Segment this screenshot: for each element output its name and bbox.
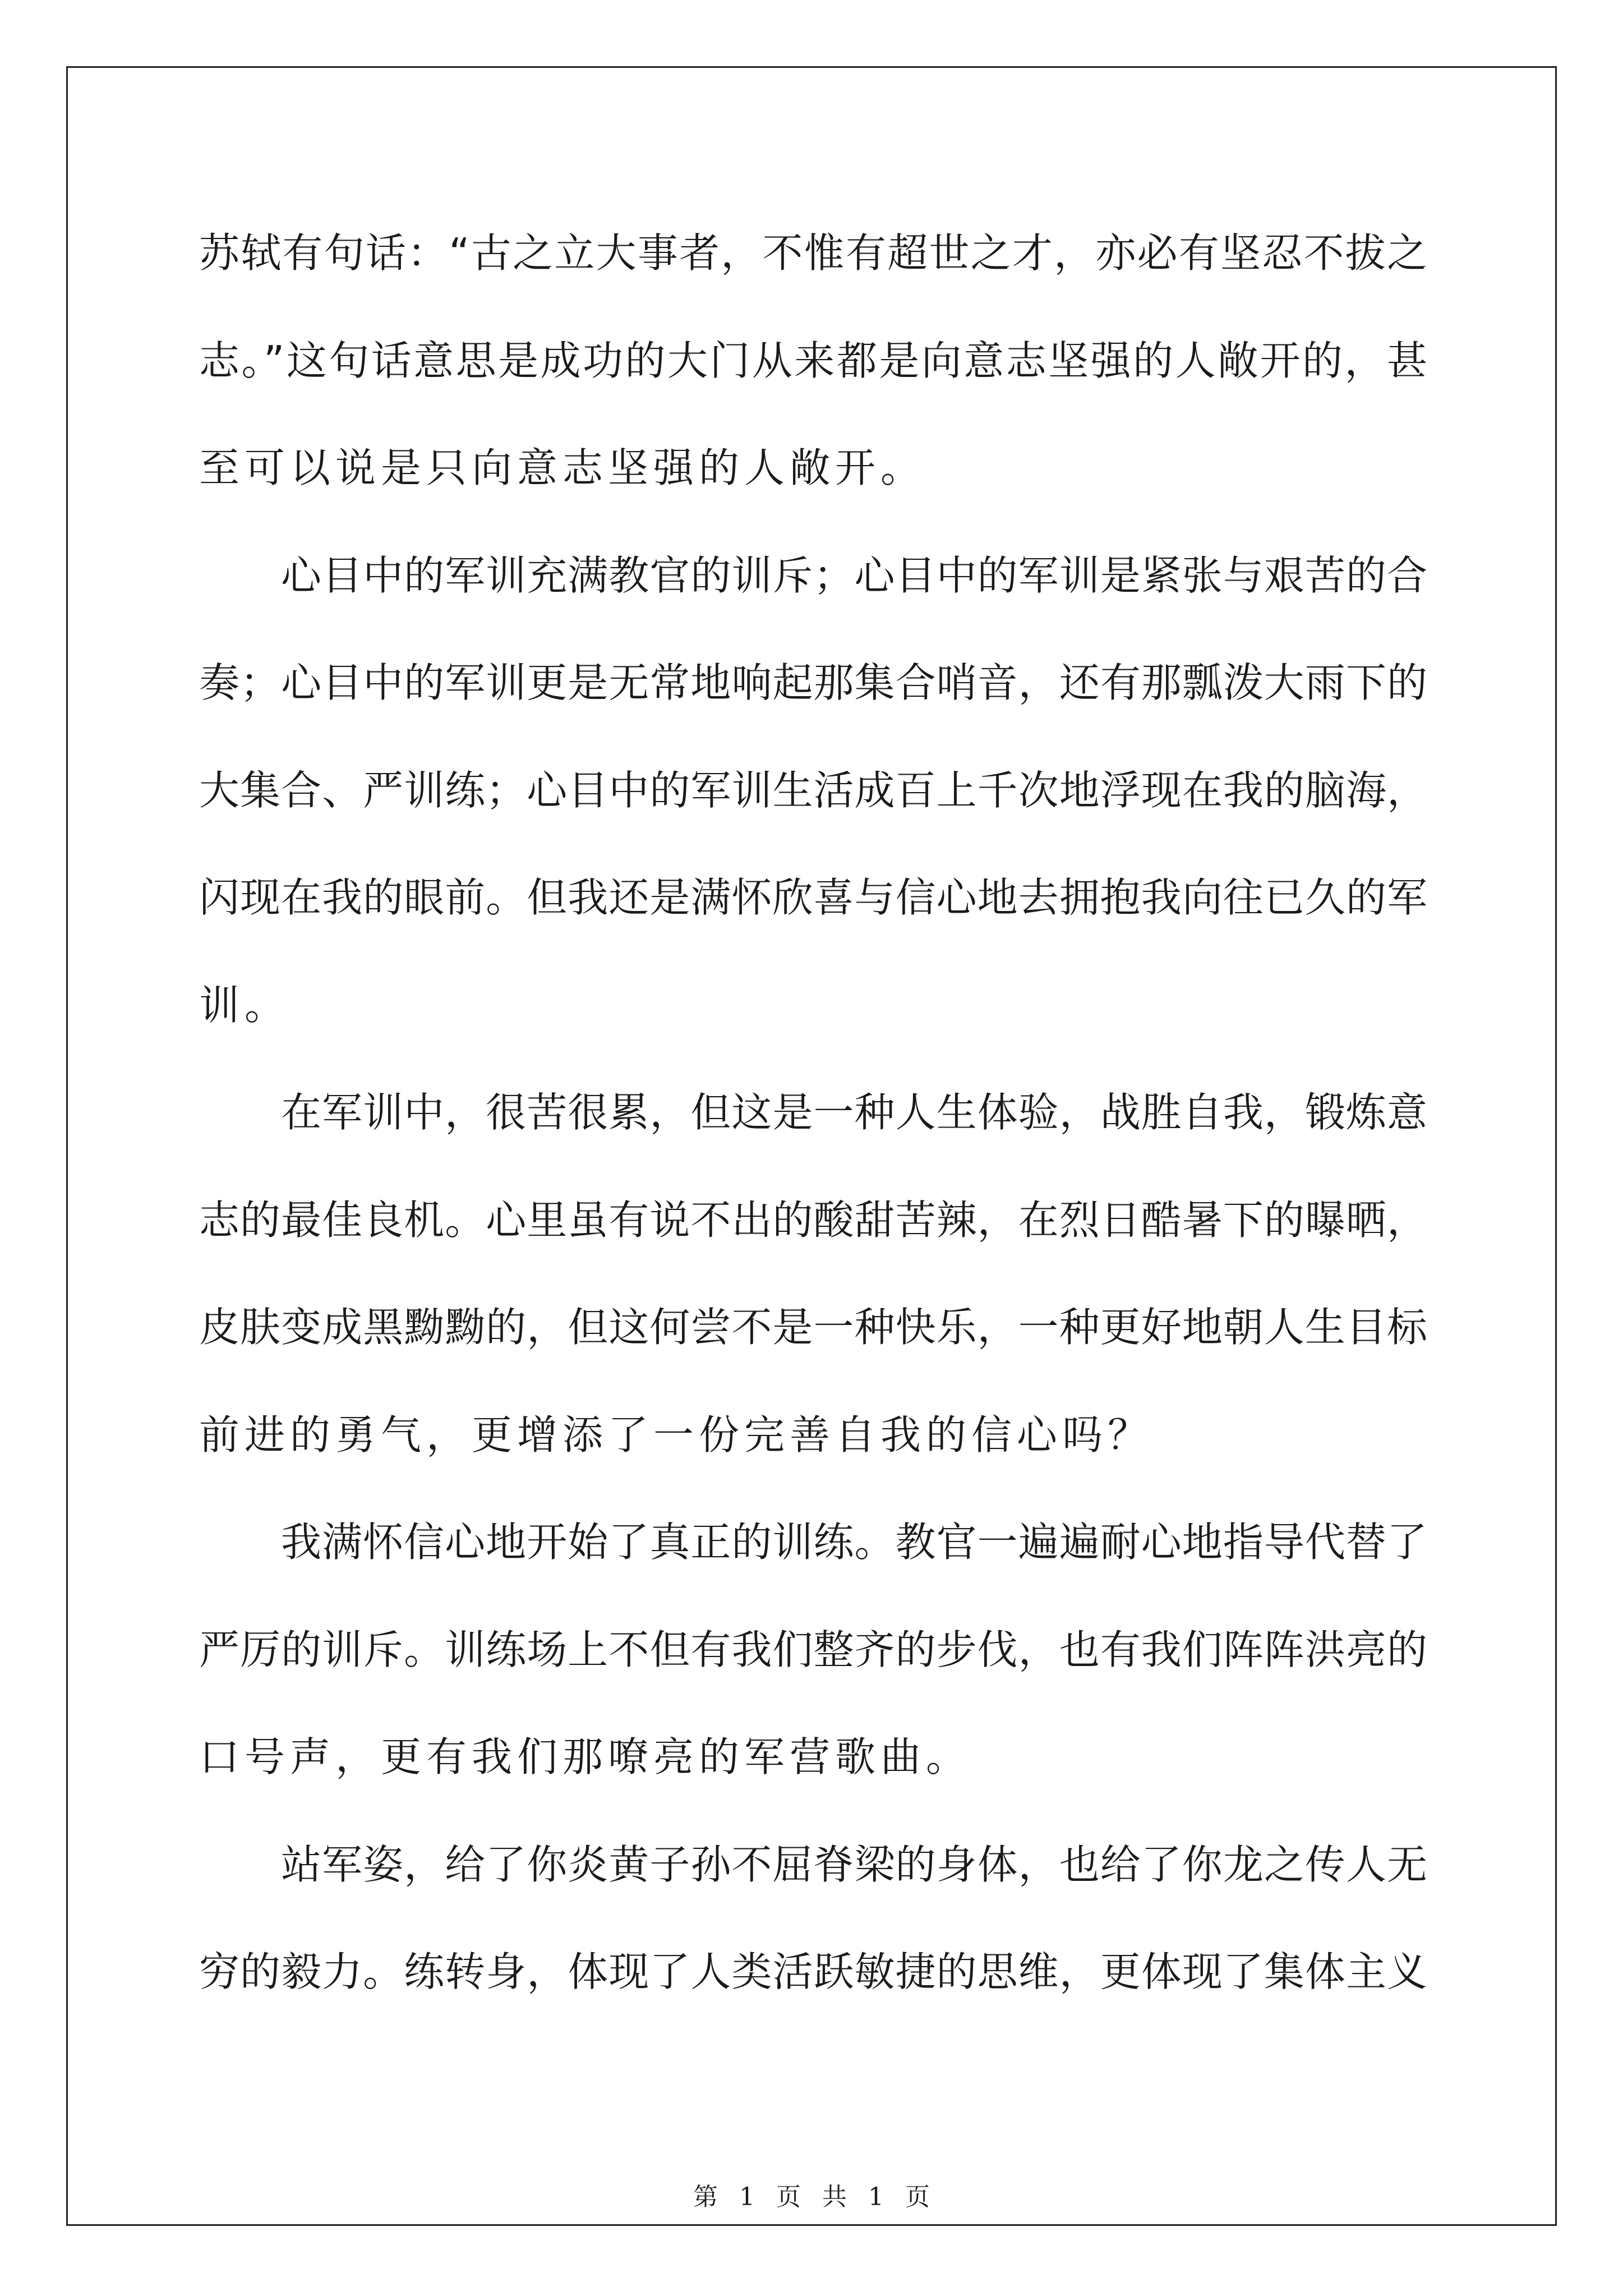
text-line: 皮肤变成黑黝黝的，但这何尝不是一种快乐，一种更好地朝人生目标 [199, 1304, 1427, 1351]
text-line: 志。”这句话意思是成功的大门从来都是向意志坚强的人敞开的，甚 [199, 337, 1427, 384]
text-line: 训。 [199, 981, 291, 1029]
text-line: 在军训中，很苦很累，但这是一种人生体验，战胜自我，锻炼意 [281, 1089, 1427, 1136]
text-line: 至可以说是只向意志坚强的人敞开。 [199, 444, 926, 491]
text-line: 心目中的军训充满教官的训斥；心目中的军训是紧张与艰苦的合 [281, 551, 1427, 599]
text-line: 口号声，更有我们那嘹亮的军营歌曲。 [199, 1733, 972, 1780]
text-line: 大集合、严训练；心目中的军训生活成百上千次地浮现在我的脑海， [199, 766, 1427, 814]
text-line: 前进的勇气，更增添了一份完善自我的信心吗？ [199, 1411, 1154, 1458]
document-body [199, 200, 1427, 2026]
text-line: 穷的毅力。练转身，体现了人类活跃敏捷的思维，更体现了集体主义 [199, 1948, 1427, 1995]
text-line: 我满怀信心地开始了真正的训练。教官一遍遍耐心地指导代替了 [281, 1519, 1427, 1566]
text-line: 闪现在我的眼前。但我还是满怀欣喜与信心地去拥抱我向往已久的军 [199, 874, 1427, 921]
text-line: 志的最佳良机。心里虽有说不出的酸甜苦辣，在烈日酷暑下的曝晒， [199, 1196, 1427, 1244]
text-line: 苏轼有句话：“古之立大事者，不惟有超世之才，亦必有坚忍不拔之 [199, 229, 1427, 277]
text-line: 奏；心目中的军训更是无常地响起那集合哨音，还有那瓢泼大雨下的 [199, 659, 1427, 706]
page-footer: 第 1 页 共 1 页 [693, 2183, 930, 2211]
text-line: 站军姿，给了你炎黄子孙不屈脊梁的身体，也给了你龙之传人无 [281, 1841, 1427, 1888]
text-line: 严厉的训斥。训练场上不但有我们整齐的步伐，也有我们阵阵洪亮的 [199, 1626, 1427, 1673]
